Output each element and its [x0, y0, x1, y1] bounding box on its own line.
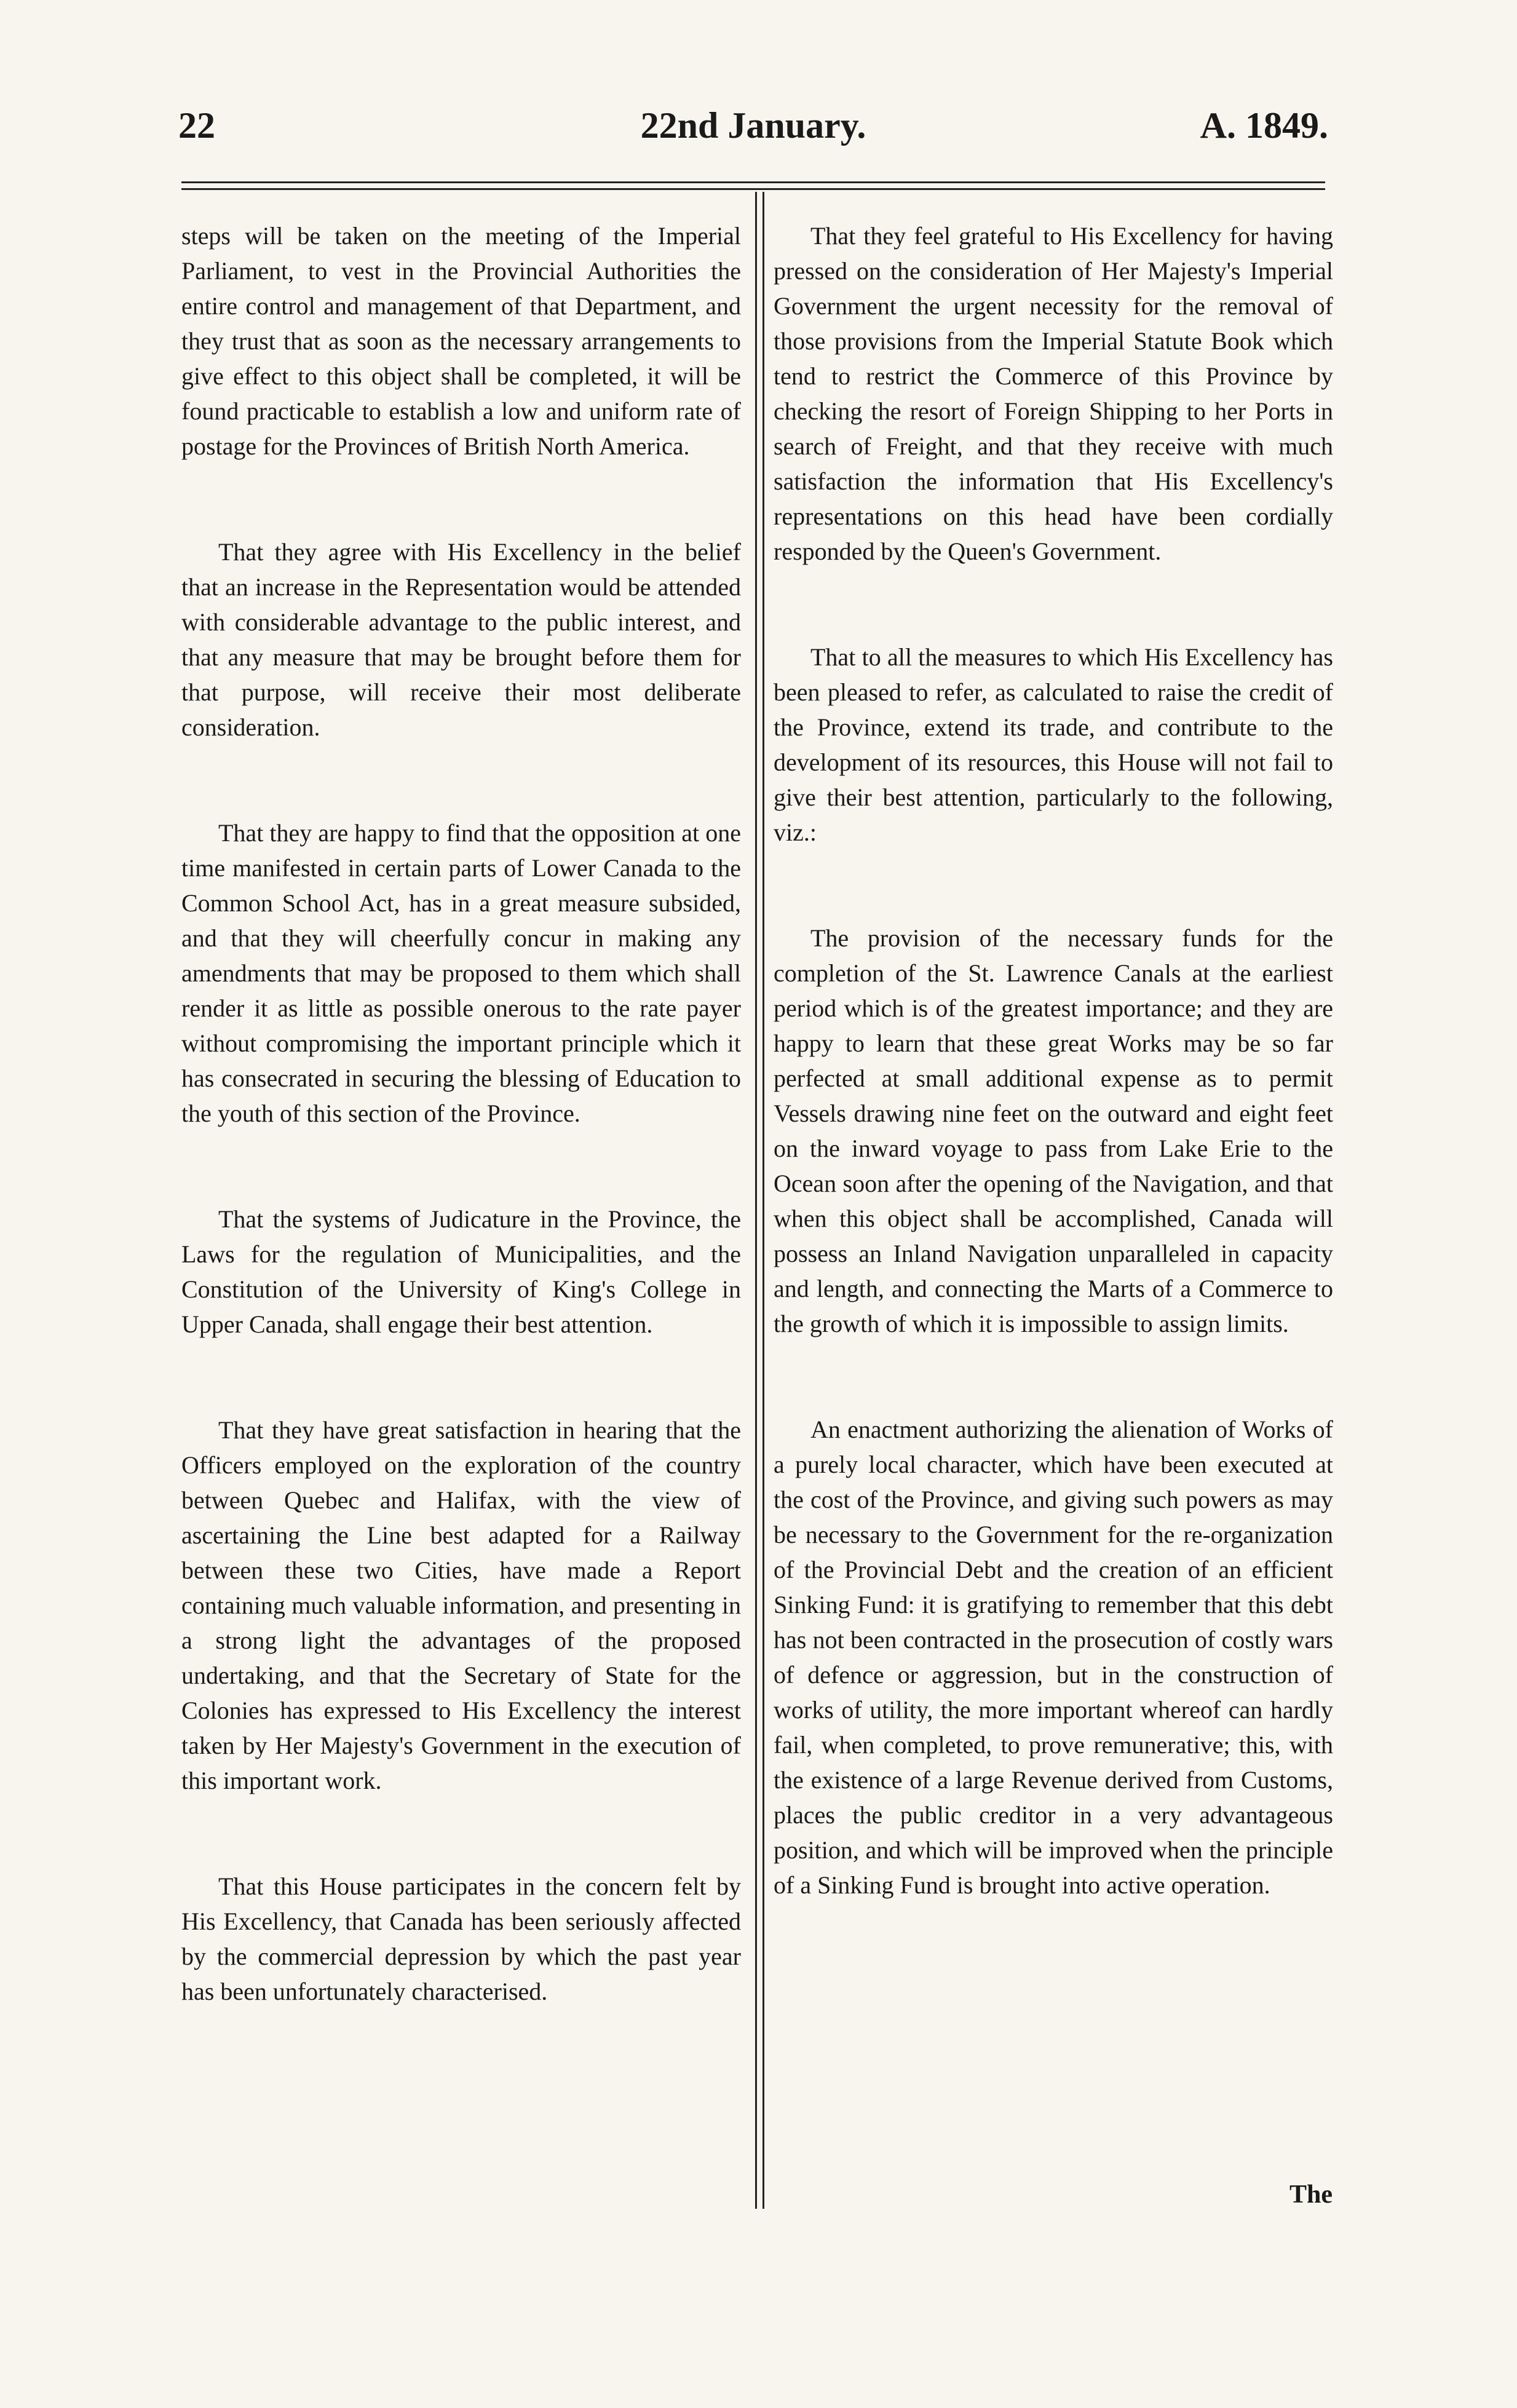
- right-column: [774, 218, 1333, 1973]
- left-column: [181, 218, 741, 2080]
- header-rule-bottom: [181, 188, 1325, 190]
- paragraph: That they are happy to find that the opposition at one time manifested in certain parts of Lower Canada to the Common School Act, has in a great measure subsided, and that they will cheerfully concur in making any amendments that may be proposed to them which shall render it as little as possible onerous to the rate payer without compromising the important principle which it has consecrated in securing the blessing of Education to the youth of this section of the Province.: [181, 819, 741, 1127]
- page-header: [178, 105, 1328, 172]
- paragraph: steps will be taken on the meeting of the Imperial Parliament, to vest in the Provincial Authorities the entire control and management of that Department, and they trust that as soon as the necessary arrangements to give effect to this object shall be completed, it will be found practicable to establish a low and uniform rate of postage for the Provinces of British North America.: [181, 222, 741, 460]
- paragraph: That they feel grateful to His Excellency for having pressed on the consideration of Her Majesty's Imperial Government the urgent necessity for the removal of those provisions from the Imperial Statute Book which tend to restrict the Commerce of this Province by checking the resort of Foreign Shipping to her Ports in search of Freight, and that they receive with much satisfaction the information that His Excellency's representations on this head have been cordially responded by the Queen's Government.: [774, 222, 1333, 565]
- paragraph: That they agree with His Excellency in the belief that an increase in the Representation would be attended with considerable advantage to the public interest, and that any measure that may be brought before them for that purpose, will receive their most deliberate consideration.: [181, 538, 741, 741]
- paragraph: That to all the measures to which His Excellency has been pleased to refer, as calculated to raise the credit of the Province, extend its trade, and contribute to the development of its resources, this House will not fail to give their best attention, particularly to the following, viz.:: [774, 643, 1333, 846]
- page-year: A. 1849.: [1200, 105, 1328, 146]
- paragraph: That this House participates in the concern felt by His Excellency, that Canada has been seriously affected by the commercial depression by which the past year has been unfortunately characterised.: [181, 1872, 741, 2005]
- page-date: 22nd January.: [640, 105, 866, 146]
- page-number: 22: [178, 105, 215, 146]
- paragraph: That the systems of Judicature in the Province, the Laws for the regulation of Municipalities, and the Constitution of the University of King's College in Upper Canada, shall engage their best attention.: [181, 1205, 741, 1338]
- catchword: The: [1289, 2180, 1333, 2209]
- paragraph: The provision of the necessary funds for the completion of the St. Lawrence Canals at the earliest period which is of the greatest importance; and they are happy to learn that these great Works may be so far perfected at small additional expense as to permit Vessels drawing nine feet on the outward and eight feet on the inward voyage to pass from Lake Erie to the Ocean soon after the opening of the Navigation, and that when this object shall be accomplished, Canada will possess an Inland Navigation unparalleled in capacity and length, and connecting the Marts of a Commerce to the growth of which it is impossible to assign limits.: [774, 924, 1333, 1337]
- column-divider-right: [762, 192, 764, 2209]
- paragraph: An enactment authorizing the alienation of Works of a purely local character, which have been executed at the cost of the Province, and giving such powers as may be necessary to the Government for the re-organization of the Provincial Debt and the creation of an efficient Sinking Fund: it is gratifying to remember that this debt has not been contracted in the prosecution of costly wars of defence or aggression, but in the construction of works of utility, the more important whereof can hardly fail, when completed, to prove remunerative; this, with the existence of a large Revenue derived from Customs, places the public creditor in a very advantageous position, and which will be improved when the principle of a Sinking Fund is brought into active operation.: [774, 1416, 1333, 1899]
- paragraph: That they have great satisfaction in hearing that the Officers employed on the exploration of the country between Quebec and Halifax, with the view of ascertaining the Line best adapted for a Railway between these two Cities, have made a Report containing much valuable information, and presenting in a strong light the advantages of the proposed undertaking, and that the Secretary of State for the Colonies has expressed to His Excellency the interest taken by Her Majesty's Government in the execution of this important work.: [181, 1416, 741, 1794]
- column-divider-left: [755, 192, 757, 2209]
- header-rule-top: [181, 181, 1325, 183]
